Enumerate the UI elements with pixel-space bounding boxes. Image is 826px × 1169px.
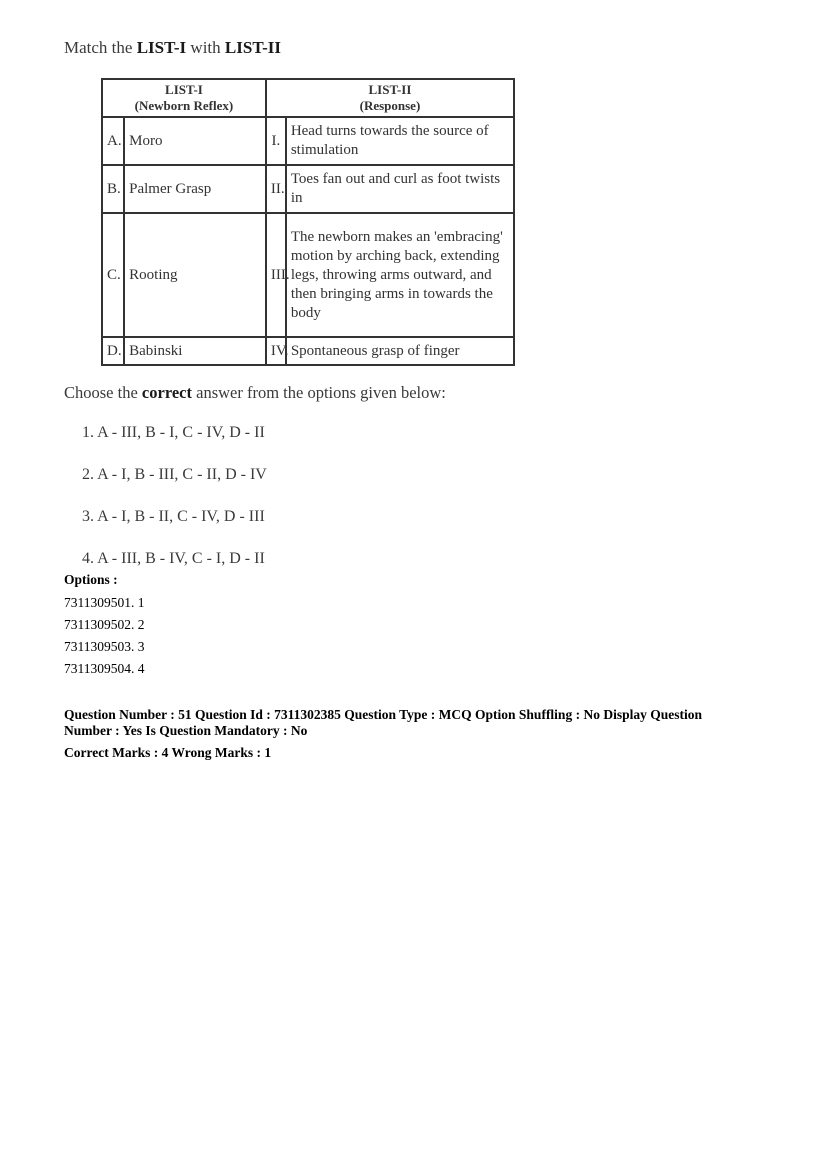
row-reflex: Rooting — [124, 213, 266, 337]
answer-option-3: 3. A - I, B - II, C - IV, D - III — [82, 508, 265, 525]
row-response: Spontaneous grasp of finger — [286, 337, 514, 365]
answer-option-4: 4. A - III, B - IV, C - I, D - II — [82, 550, 265, 567]
table-row — [102, 213, 514, 337]
header-list2-subtitle: (Response) — [359, 98, 421, 113]
row-reflex: Babinski — [124, 337, 266, 365]
choose-instruction — [64, 383, 446, 403]
option-id-2: 7311309502. 2 — [64, 617, 145, 632]
choose-suffix: answer from the options given below: — [192, 383, 446, 402]
option-id-3: 7311309503. 3 — [64, 639, 145, 654]
intro-prefix: Match the — [64, 38, 137, 57]
row-reflex: Moro — [124, 117, 266, 165]
choose-bold: correct — [141, 383, 192, 402]
header-list2 — [266, 79, 514, 117]
options-label: Options : — [64, 572, 118, 587]
table-row — [102, 165, 514, 213]
row-key: C. — [102, 213, 124, 337]
header-list2-title: LIST-II — [368, 82, 412, 97]
row-response: Toes fan out and curl as foot twists in — [286, 165, 514, 213]
row-number: II. — [266, 165, 286, 213]
choose-prefix: Choose the — [64, 383, 142, 402]
row-reflex: Palmer Grasp — [124, 165, 266, 213]
row-key: D. — [102, 337, 124, 365]
row-response: The newborn makes an 'embracing' motion by arching back, extending legs, throwing arms outward, and then bringing arms in towards the body — [286, 213, 514, 337]
header-list1-title: LIST-I — [165, 82, 203, 97]
question-intro — [64, 38, 281, 58]
question-meta-line2: Number : Yes Is Question Mandatory : No — [64, 723, 308, 738]
option-id-4: 7311309504. 4 — [64, 661, 145, 676]
row-response: Head turns towards the source of stimulation — [286, 117, 514, 165]
question-meta-line1: Question Number : 51 Question Id : 7311302385 Question Type : MCQ Option Shuffling : No Display Question — [64, 707, 702, 722]
intro-list1: LIST-I — [136, 38, 187, 57]
header-list1 — [102, 79, 266, 117]
row-number: III. — [266, 213, 286, 337]
header-list1-subtitle: (Newborn Reflex) — [134, 98, 234, 113]
table-row — [102, 117, 514, 165]
answer-option-1: 1. A - III, B - I, C - IV, D - II — [82, 424, 265, 441]
table-row — [102, 337, 514, 365]
question-marks: Correct Marks : 4 Wrong Marks : 1 — [64, 745, 272, 760]
match-table — [101, 78, 515, 366]
intro-with: with — [186, 38, 225, 57]
answer-option-2: 2. A - I, B - III, C - II, D - IV — [82, 466, 267, 483]
row-number: IV. — [266, 337, 286, 365]
row-key: A. — [102, 117, 124, 165]
row-number: I. — [266, 117, 286, 165]
row-key: B. — [102, 165, 124, 213]
table-header-row — [102, 79, 514, 117]
intro-list2: LIST-II — [224, 38, 281, 57]
option-id-1: 7311309501. 1 — [64, 595, 145, 610]
